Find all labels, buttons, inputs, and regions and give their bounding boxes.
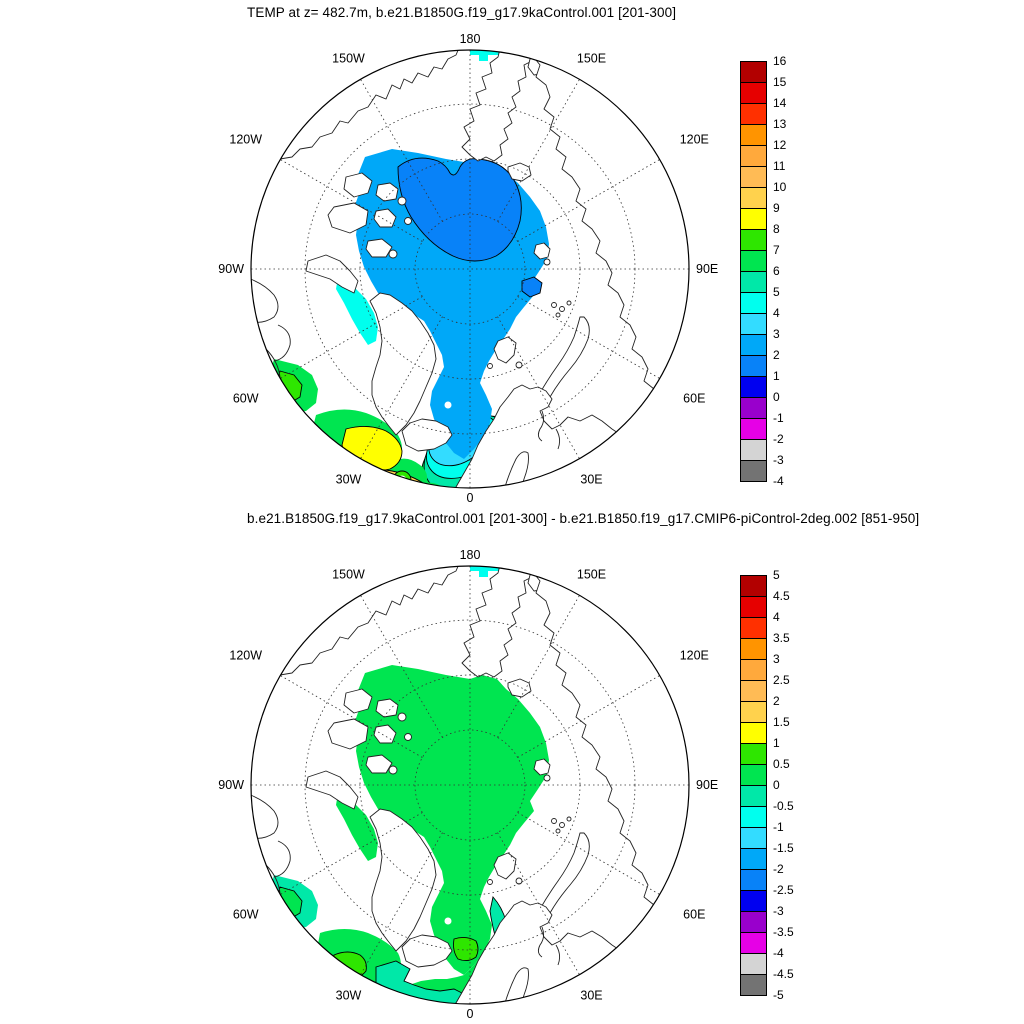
colorbar-tick: 9: [773, 201, 780, 215]
colorbar-cell: [740, 82, 767, 104]
polar-map-bottom: [190, 550, 750, 1020]
region-irminger-orange: [368, 489, 420, 504]
meridian-label-30W: 30W: [335, 472, 362, 487]
small-island: [567, 301, 571, 305]
colorbar-cell: [740, 848, 767, 870]
colorbar-cell: [740, 250, 767, 272]
small-island: [389, 250, 397, 258]
colorbar-cell: [740, 271, 767, 293]
colorbar-tick: 11: [773, 159, 786, 173]
colorbar-cell: [740, 166, 767, 188]
colorbar-tick: 13: [773, 117, 787, 131]
colorbar-tick: 0: [773, 778, 780, 792]
colorbar-cell: [740, 974, 767, 996]
small-island: [567, 817, 571, 821]
small-island: [560, 307, 565, 312]
colorbar-tick: 12: [773, 138, 787, 152]
colorbar-cell: [740, 397, 767, 419]
colorbar-cell: [740, 911, 767, 933]
colorbar-cell: [740, 953, 767, 975]
meridian-label-90E: 90E: [696, 262, 719, 276]
colorbar-cell: [740, 292, 767, 314]
colorbar-cell: [740, 827, 767, 849]
colorbar-cell: [740, 722, 767, 744]
region-jan-mayen-hole: [445, 918, 452, 925]
colorbar-cell: [740, 313, 767, 335]
meridian-label-180: 180: [459, 34, 481, 46]
colorbar-tick: 1: [773, 369, 780, 383]
colorbar-tick: -2: [773, 862, 784, 876]
colorbar-tick: -0.5: [773, 799, 794, 813]
meridian-label-120E: 120E: [679, 132, 709, 147]
colorbar-tick: -2.5: [773, 883, 794, 897]
colorbar-cell: [740, 439, 767, 461]
small-island: [556, 313, 560, 317]
colorbar-tick: 2: [773, 694, 780, 708]
colorbar-tick: -4.5: [773, 967, 794, 981]
meridian-label-0: 0: [466, 1007, 474, 1020]
colorbar-tick: -3: [773, 904, 784, 918]
colorbar-cell: [740, 890, 767, 912]
colorbar-tick: -1: [773, 820, 784, 834]
colorbar-cell: [740, 334, 767, 356]
small-island: [488, 880, 493, 885]
colorbar-tick: 16: [773, 54, 787, 68]
colorbar-tick: 0.5: [773, 757, 790, 771]
panel-top-title: TEMP at z= 482.7m, b.e21.B1850G.f19_g17.9kaControl.001 [201-300]: [247, 5, 677, 20]
colorbar-tick: 1.5: [773, 715, 790, 729]
meridian-label-120W: 120W: [229, 132, 263, 147]
colorbar-cell: [740, 187, 767, 209]
colorbar-cell: [740, 124, 767, 146]
colorbar-cell: [740, 208, 767, 230]
meridian-label-60E: 60E: [683, 391, 706, 406]
colorbar-cell: [740, 145, 767, 167]
small-island: [405, 734, 412, 741]
small-island: [544, 259, 550, 265]
small-island: [389, 766, 397, 774]
polar-map-top: [190, 34, 750, 504]
small-island: [552, 819, 557, 824]
small-island: [544, 775, 550, 781]
meridian-label-120W: 120W: [229, 648, 263, 663]
colorbar-cell: [740, 418, 767, 440]
colorbar-tick: 3: [773, 327, 780, 341]
colorbar-cell: [740, 743, 767, 765]
colorbar-cell: [740, 785, 767, 807]
colorbar-tick: -1: [773, 411, 784, 425]
colorbar-tick: 4.5: [773, 589, 790, 603]
panel-bottom-title: b.e21.B1850G.f19_g17.9kaControl.001 [201-300] - b.e21.B1850.f19_g17.CMIP6-piControl-2deg.002 [851-950]: [247, 511, 920, 526]
colorbar-tick: 5: [773, 568, 780, 582]
meridian-label-30E: 30E: [580, 988, 603, 1003]
meridian-label-90W: 90W: [218, 262, 244, 276]
colorbar-cell: [740, 460, 767, 482]
meridian-label-0: 0: [466, 491, 474, 504]
colorbar-cell: [740, 806, 767, 828]
meridian-label-180: 180: [459, 550, 481, 562]
colorbar-tick: 8: [773, 222, 780, 236]
meridian-label-90W: 90W: [218, 778, 244, 792]
colorbar-cell: [740, 575, 767, 597]
colorbar-cell: [740, 869, 767, 891]
small-island: [398, 713, 406, 721]
small-island: [560, 823, 565, 828]
meridian-label-30W: 30W: [335, 988, 362, 1003]
colorbar-tick: 2: [773, 348, 780, 362]
colorbar-tick: 2.5: [773, 673, 790, 687]
colorbar-tick: 4: [773, 610, 780, 624]
colorbar-cell: [740, 617, 767, 639]
colorbar-tick: -5: [773, 988, 784, 1002]
colorbar-tick: -4: [773, 474, 784, 488]
meridian-label-150E: 150E: [576, 567, 607, 582]
small-island: [556, 829, 560, 833]
colorbar-tick: 15: [773, 75, 787, 89]
colorbar-cell: [740, 376, 767, 398]
meridian-label-150W: 150W: [332, 567, 365, 582]
colorbar-tick: 7: [773, 243, 780, 257]
colorbar-cell: [740, 680, 767, 702]
meridian-label-90E: 90E: [696, 778, 719, 792]
meridian-label-30E: 30E: [580, 472, 603, 487]
small-island: [488, 364, 493, 369]
colorbar-tick: 5: [773, 285, 780, 299]
colorbar-cell: [740, 596, 767, 618]
colorbar-tick: 6: [773, 264, 780, 278]
colorbar-cell: [740, 103, 767, 125]
meridian-label-60W: 60W: [232, 907, 259, 922]
meridian-label-150W: 150W: [332, 51, 365, 66]
colorbar-tick: -1.5: [773, 841, 794, 855]
region-ring-around-hole: [393, 471, 411, 489]
colorbar-tick: 1: [773, 736, 780, 750]
colorbar-cell: [740, 701, 767, 723]
meridian-label-120E: 120E: [679, 648, 709, 663]
colorbar-cell: [740, 229, 767, 251]
meridian-label-60W: 60W: [232, 391, 259, 406]
colorbar-cell: [740, 764, 767, 786]
colorbar-tick: 3: [773, 652, 780, 666]
small-island: [552, 303, 557, 308]
small-island: [398, 197, 406, 205]
meridian-label-60E: 60E: [683, 907, 706, 922]
colorbar-tick: -2: [773, 432, 784, 446]
colorbar-cell: [740, 638, 767, 660]
meridian-label-150E: 150E: [576, 51, 607, 66]
small-island: [405, 218, 412, 225]
colorbar-tick: 4: [773, 306, 780, 320]
colorbar-cell: [740, 61, 767, 83]
region-jan-mayen-hole: [445, 402, 452, 409]
colorbar-cell: [740, 659, 767, 681]
region-norwegian-sea-spot: [454, 937, 479, 960]
colorbar-tick: 0: [773, 390, 780, 404]
colorbar-tick: -3.5: [773, 925, 794, 939]
colorbar-tick: -3: [773, 453, 784, 467]
colorbar-tick: 10: [773, 180, 787, 194]
colorbar-cell: [740, 932, 767, 954]
colorbar-tick: 3.5: [773, 631, 790, 645]
colorbar-tick: -4: [773, 946, 784, 960]
colorbar-cell: [740, 355, 767, 377]
colorbar-tick: 14: [773, 96, 787, 110]
